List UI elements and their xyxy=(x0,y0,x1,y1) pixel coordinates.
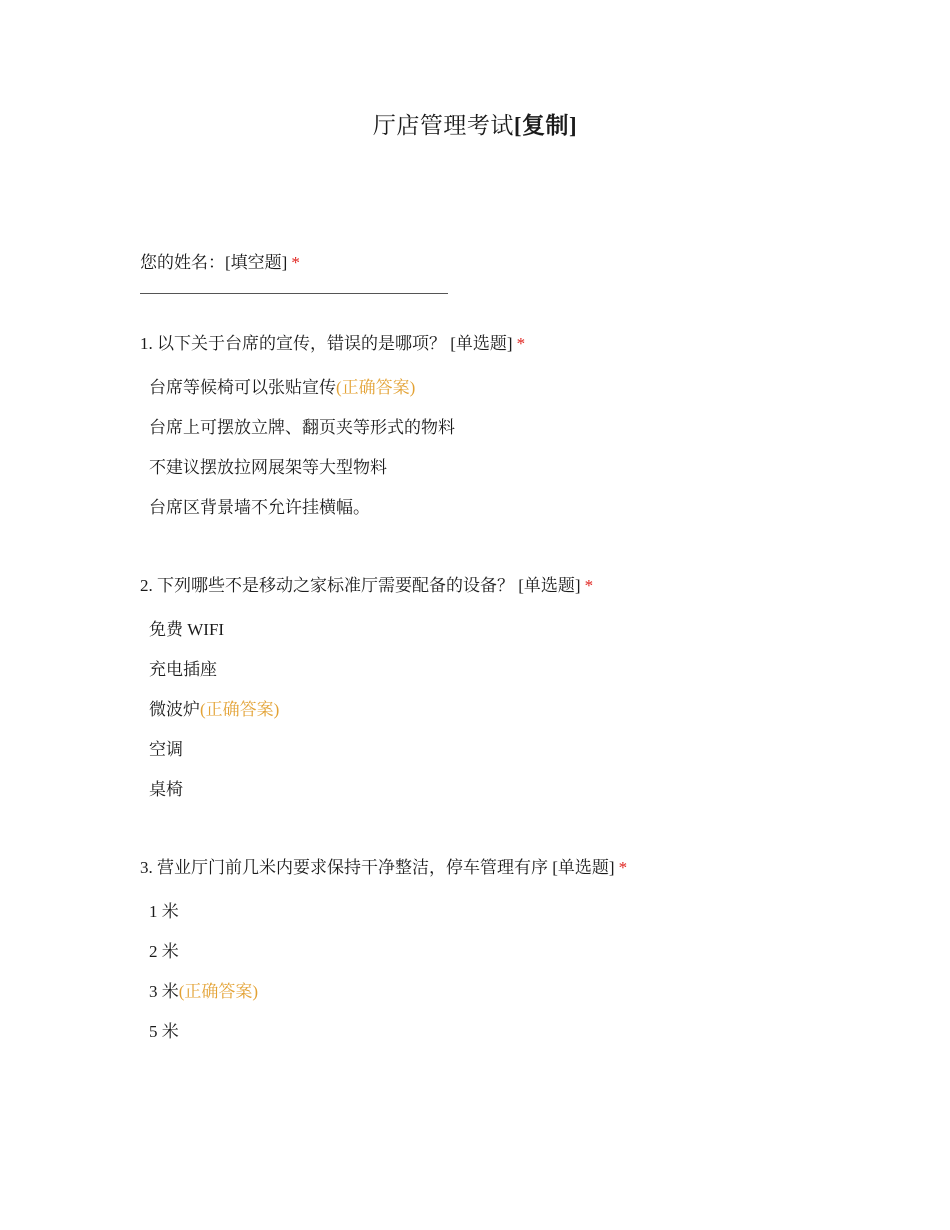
option-text: 不建议摆放拉网展架等大型物料 xyxy=(149,458,387,477)
question-text: 1. 以下关于台席的宣传，错误的是哪项？ xyxy=(140,334,446,353)
question-text: 3. 营业厅门前几米内要求保持干净整洁，停车管理有序 xyxy=(140,858,548,877)
correct-answer-label: (正确答案) xyxy=(200,700,280,719)
name-answer-line[interactable] xyxy=(140,293,448,294)
option-item[interactable] xyxy=(149,416,840,456)
option-item[interactable] xyxy=(149,1020,840,1060)
question-title xyxy=(140,856,840,880)
option-text: 空调 xyxy=(149,740,183,759)
option-item[interactable] xyxy=(149,738,840,778)
option-text: 5 米 xyxy=(149,1022,179,1041)
option-text: 3 米 xyxy=(149,982,179,1001)
option-item[interactable] xyxy=(149,658,840,698)
option-item[interactable] xyxy=(149,496,840,536)
correct-answer-label: (正确答案) xyxy=(336,378,416,397)
option-item[interactable] xyxy=(149,900,840,940)
title-main: 厅店管理考试 xyxy=(372,113,514,138)
option-item[interactable] xyxy=(149,980,840,1020)
option-item[interactable] xyxy=(149,698,840,738)
option-text: 微波炉 xyxy=(149,700,200,719)
required-mark: * xyxy=(291,253,300,272)
name-question xyxy=(140,251,840,294)
question-3 xyxy=(140,856,840,1060)
question-title xyxy=(140,574,840,598)
title-suffix: [复制] xyxy=(513,113,578,138)
question-text: 2. 下列哪些不是移动之家标准厅需要配备的设备？ xyxy=(140,576,514,595)
option-item[interactable] xyxy=(149,376,840,416)
option-list xyxy=(140,376,840,536)
option-text: 台席等候椅可以张贴宣传 xyxy=(149,378,336,397)
option-item[interactable] xyxy=(149,940,840,980)
question-1 xyxy=(140,332,840,536)
question-type-tag: [单选题] xyxy=(518,576,581,595)
required-mark: * xyxy=(516,334,526,353)
option-text: 台席区背景墙不允许挂横幅。 xyxy=(149,498,370,517)
page-title xyxy=(0,110,950,142)
option-text: 免费 WIFI xyxy=(149,620,225,639)
correct-answer-label: (正确答案) xyxy=(178,982,259,1001)
question-type-tag: [单选题] xyxy=(450,334,513,353)
option-text: 2 米 xyxy=(149,942,179,961)
name-type-tag: [填空题] xyxy=(225,253,288,272)
option-item[interactable] xyxy=(149,618,840,658)
option-list xyxy=(140,900,840,1060)
required-mark: * xyxy=(618,858,628,877)
option-text: 充电插座 xyxy=(149,660,217,679)
option-item[interactable] xyxy=(149,456,840,496)
option-item[interactable] xyxy=(149,778,840,818)
name-label: 您的姓名： xyxy=(140,253,225,272)
question-2 xyxy=(140,574,840,818)
question-type-tag: [单选题] xyxy=(552,858,615,877)
option-text: 台席上可摆放立牌、翻页夹等形式的物料 xyxy=(149,418,455,437)
option-text: 1 米 xyxy=(149,902,179,921)
name-question-line xyxy=(140,251,840,275)
option-list xyxy=(140,618,840,818)
required-mark: * xyxy=(584,576,594,595)
option-text: 桌椅 xyxy=(149,780,183,799)
question-title xyxy=(140,332,840,356)
